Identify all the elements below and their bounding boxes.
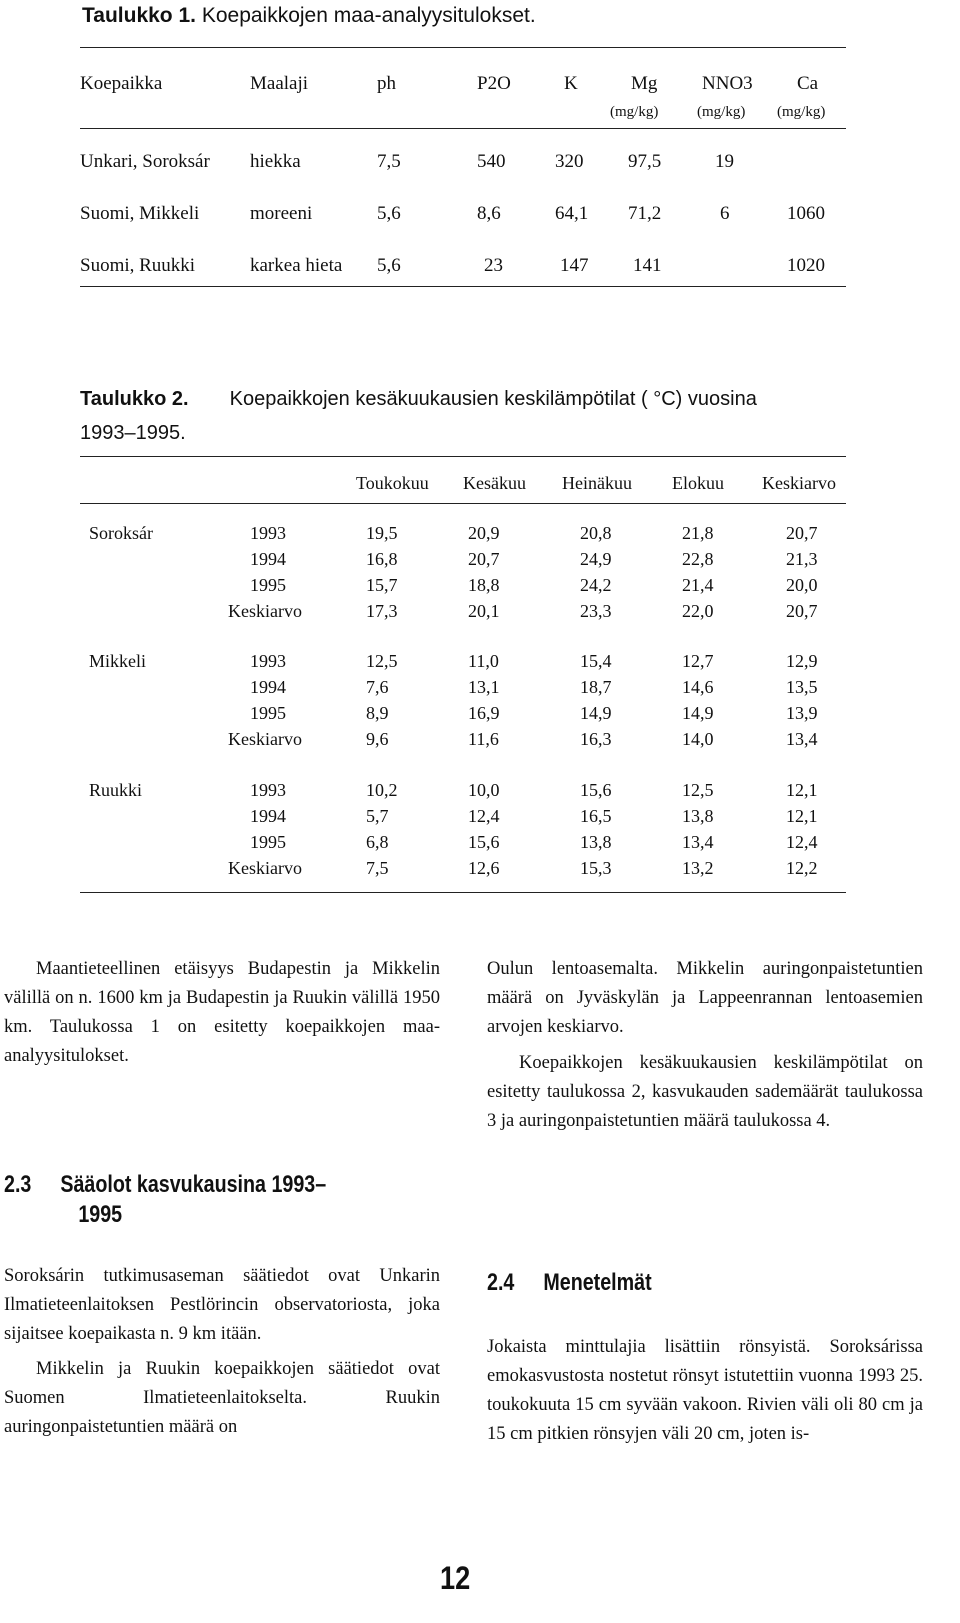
table2-site-label: Mikkeli	[89, 651, 146, 671]
left-paragraph-1: Maantieteellinen etäisyys Budapestin ja Mikkelin välillä on n. 1600 km ja Budapestin ja Ruukin välillä 1950 km. Taulukossa 1 on esitetty koepaikkojen maa-analyysitulokset.	[4, 959, 440, 1066]
table2-cell: 12,1	[786, 780, 818, 800]
table2-cell: 7,6	[366, 677, 389, 697]
table2-cell: 14,0	[682, 729, 714, 749]
table2-cell: 10,2	[366, 780, 398, 800]
table2-cell: 20,1	[468, 601, 500, 621]
right-paragraph-1: Oulun lentoasemalta. Mikkelin auringonpaistetuntien määrä on Jyväskylän ja Lappeenrannan lentoasemien arvojen keskiarvo.	[487, 959, 923, 1037]
table2-year-label: 1995	[250, 575, 286, 595]
right-column-bottom	[487, 1333, 923, 1449]
table1-cell: 8,6	[477, 203, 501, 224]
table1-header-mg: Mg	[631, 73, 658, 94]
table2-cell: 11,6	[468, 729, 499, 749]
table1-cell: 64,1	[555, 203, 589, 224]
table2-cell: 5,7	[366, 806, 389, 826]
table2-cell: 11,0	[468, 651, 499, 671]
table2-cell: 12,2	[786, 858, 818, 878]
table2-header-elokuu: Elokuu	[672, 473, 724, 493]
table2-cell: 13,8	[580, 832, 612, 852]
table1-cell: 141	[633, 255, 662, 276]
table2-cell: 13,4	[786, 729, 818, 749]
table1-cell: 1060	[787, 203, 825, 224]
table2-cell: 6,8	[366, 832, 389, 852]
table2-cell: 14,9	[580, 703, 612, 723]
table2-year-label: 1995	[250, 703, 286, 723]
table2-year-label: 1995	[250, 832, 286, 852]
table1-caption-text: Koepaikkojen maa-analyysitulokset.	[201, 4, 536, 27]
table2-cell: 12,1	[786, 806, 818, 826]
table2-cell: 16,9	[468, 703, 500, 723]
table2-cell: 12,6	[468, 858, 500, 878]
table1-header-nno3: NNO3	[702, 73, 753, 94]
table2-cell: 13,9	[786, 703, 818, 723]
table2-cell: 22,8	[682, 549, 714, 569]
table2-caption-text: Koepaikkojen kesäkuukausien keskilämpötilat ( °C) vuosina	[229, 388, 757, 410]
table2-year-label: Keskiarvo	[228, 601, 302, 621]
table2-cell: 16,3	[580, 729, 612, 749]
table2-cell: 20,8	[580, 523, 612, 543]
table2-cell: 12,4	[786, 832, 818, 852]
table2-site-label: Ruukki	[89, 780, 143, 800]
page-number: 12	[440, 1560, 471, 1596]
table2-cell: 24,2	[580, 575, 612, 595]
table1-cell: Suomi, Ruukki	[80, 255, 196, 276]
table2-cell: 18,8	[468, 575, 500, 595]
table2-year-label: 1994	[250, 677, 286, 697]
table1-cell: 6	[720, 203, 730, 224]
table2-year-label: Keskiarvo	[228, 858, 302, 878]
table2-cell: 7,5	[366, 858, 389, 878]
table2-bottom-rule	[80, 892, 846, 893]
table1-cell: 540	[477, 151, 506, 172]
table2-cell: 15,6	[468, 832, 500, 852]
table1-cell: 7,5	[377, 151, 401, 172]
table2-year-label: 1993	[250, 780, 286, 800]
left-paragraph-3: Mikkelin ja Ruukin koepaikkojen säätiedot ovat Suomen Ilmatieteenlaitokselta. Ruukin auringonpaistetuntien määrä on	[4, 1359, 440, 1437]
table1-cell: 5,6	[377, 203, 401, 224]
table2-cell: 13,4	[682, 832, 714, 852]
table2-year-label: Keskiarvo	[228, 729, 302, 749]
table1-cell: 19	[715, 151, 734, 172]
table2-cell: 15,7	[366, 575, 398, 595]
table1-cell: Unkari, Soroksár	[80, 151, 210, 172]
table2-cell: 13,1	[468, 677, 500, 697]
table2-cell: 15,3	[580, 858, 612, 878]
section-2-3-title-line1: Sääolot kasvukausina 1993–	[60, 1171, 327, 1198]
table1-cell: 97,5	[628, 151, 662, 172]
table2-cell: 13,5	[786, 677, 818, 697]
table2-cell: 12,5	[366, 651, 398, 671]
table2-cell: 12,9	[786, 651, 818, 671]
table2-cell: 20,7	[786, 523, 818, 543]
table2-cell: 17,3	[366, 601, 398, 621]
table2-year-label: 1994	[250, 806, 286, 826]
table2-year-label: 1994	[250, 549, 286, 569]
table1-cell: 147	[560, 255, 589, 276]
table2-cell: 21,4	[682, 575, 714, 595]
table1-caption	[82, 4, 536, 28]
table2-cell: 8,9	[366, 703, 389, 723]
table1-bottom-rule	[80, 286, 846, 287]
table2-header-kesakuu: Kesäkuu	[463, 473, 526, 493]
table2-year-label: 1993	[250, 651, 286, 671]
table2-year-label: 1993	[250, 523, 286, 543]
left-column-bottom	[4, 1262, 440, 1442]
table2-cell: 10,0	[468, 780, 500, 800]
table1-unit-ca: (mg/kg)	[777, 104, 826, 120]
table2-cell: 12,5	[682, 780, 714, 800]
table2-cell: 20,9	[468, 523, 500, 543]
table1-top-rule	[80, 47, 846, 48]
table1-header-ph: ph	[377, 73, 396, 94]
table1-unit-nno3: (mg/kg)	[697, 104, 746, 120]
table1-header-p2o: P2O	[477, 73, 511, 94]
table2-header-rule	[80, 503, 846, 504]
right-paragraph-3: Jokaista minttulajia lisättiin rönsyistä. Soroksárissa emokasvustosta nostetut rönsyt istutettiin vuonna 1993 25. toukokuuta 15 cm syvään vakoon. Rivien väli oli 80 cm ja 15 cm pitkien rönsyjen väli 20 cm, joten is-	[487, 1337, 923, 1444]
table1-caption-label: Taulukko 1.	[82, 4, 196, 27]
table1-header-maalaji: Maalaji	[250, 73, 309, 94]
table1-cell: 71,2	[628, 203, 662, 224]
table1-cell: moreeni	[250, 203, 313, 224]
table1-unit-mg: (mg/kg)	[610, 104, 659, 120]
table1-cell: 320	[555, 151, 584, 172]
table2-cell: 23,3	[580, 601, 612, 621]
table2-site-label: Soroksár	[89, 523, 153, 543]
table1-header-rule	[80, 128, 846, 129]
table2-header-heinakuu: Heinäkuu	[562, 473, 632, 493]
table1-header-ca: Ca	[797, 73, 819, 94]
table2-cell: 15,4	[580, 651, 612, 671]
table1-cell: 1020	[787, 255, 825, 276]
table1-cell: 23	[484, 255, 503, 276]
right-column-top	[487, 955, 923, 1136]
table2-cell: 12,7	[682, 651, 714, 671]
left-paragraph-2: Soroksárin tutkimusaseman säätiedot ovat Unkarin Ilmatieteenlaitoksen Pestlörincin observatoriosta, joka sijaitsee koepaikasta n. 9 km itään.	[4, 1266, 440, 1344]
table2-header-toukokuu: Toukokuu	[356, 473, 429, 493]
section-2-4-number: 2.4	[487, 1269, 515, 1296]
table1-header-koepaikka: Koepaikka	[80, 73, 163, 94]
table1-cell: hiekka	[250, 151, 301, 172]
table2-cell: 16,8	[366, 549, 398, 569]
table1-cell: karkea hieta	[250, 255, 343, 276]
table2-cell: 19,5	[366, 523, 398, 543]
table2-cell: 9,6	[366, 729, 389, 749]
table2-cell: 15,6	[580, 780, 612, 800]
table2-cell: 13,2	[682, 858, 714, 878]
table1-cell: 5,6	[377, 255, 401, 276]
table2-cell: 18,7	[580, 677, 612, 697]
section-heading-2-4	[487, 1268, 815, 1298]
table2-caption	[80, 382, 870, 450]
section-2-3-number: 2.3	[4, 1171, 32, 1198]
section-2-3-title-line2: 1995	[78, 1201, 123, 1228]
table2-cell: 20,7	[786, 601, 818, 621]
table2-cell: 21,3	[786, 549, 818, 569]
table2-cell: 14,6	[682, 677, 714, 697]
table2-caption-label: Taulukko 2.	[80, 388, 189, 410]
table2-top-rule	[80, 456, 846, 457]
table2-cell: 21,8	[682, 523, 714, 543]
table2-cell: 20,7	[468, 549, 500, 569]
table2-caption-text2: 1993–1995.	[80, 422, 186, 444]
table2-cell: 22,0	[682, 601, 714, 621]
left-column-top	[4, 955, 440, 1071]
section-heading-2-3	[4, 1170, 430, 1230]
table2-cell: 14,9	[682, 703, 714, 723]
table2-cell: 12,4	[468, 806, 500, 826]
table2-header-keskiarvo: Keskiarvo	[762, 473, 836, 493]
table2-cell: 24,9	[580, 549, 612, 569]
table2-cell: 20,0	[786, 575, 818, 595]
right-paragraph-2: Koepaikkojen kesäkuukausien keskilämpötilat on esitetty taulukossa 2, kasvukauden sademäärät taulukossa 3 ja auringonpaistetuntien määrä taulukossa 4.	[487, 1053, 923, 1131]
section-2-4-title: Menetelmät	[543, 1269, 652, 1296]
table2-cell: 16,5	[580, 806, 612, 826]
table2-cell: 13,8	[682, 806, 714, 826]
table1-header-k: K	[564, 73, 578, 94]
table1-cell: Suomi, Mikkeli	[80, 203, 200, 224]
